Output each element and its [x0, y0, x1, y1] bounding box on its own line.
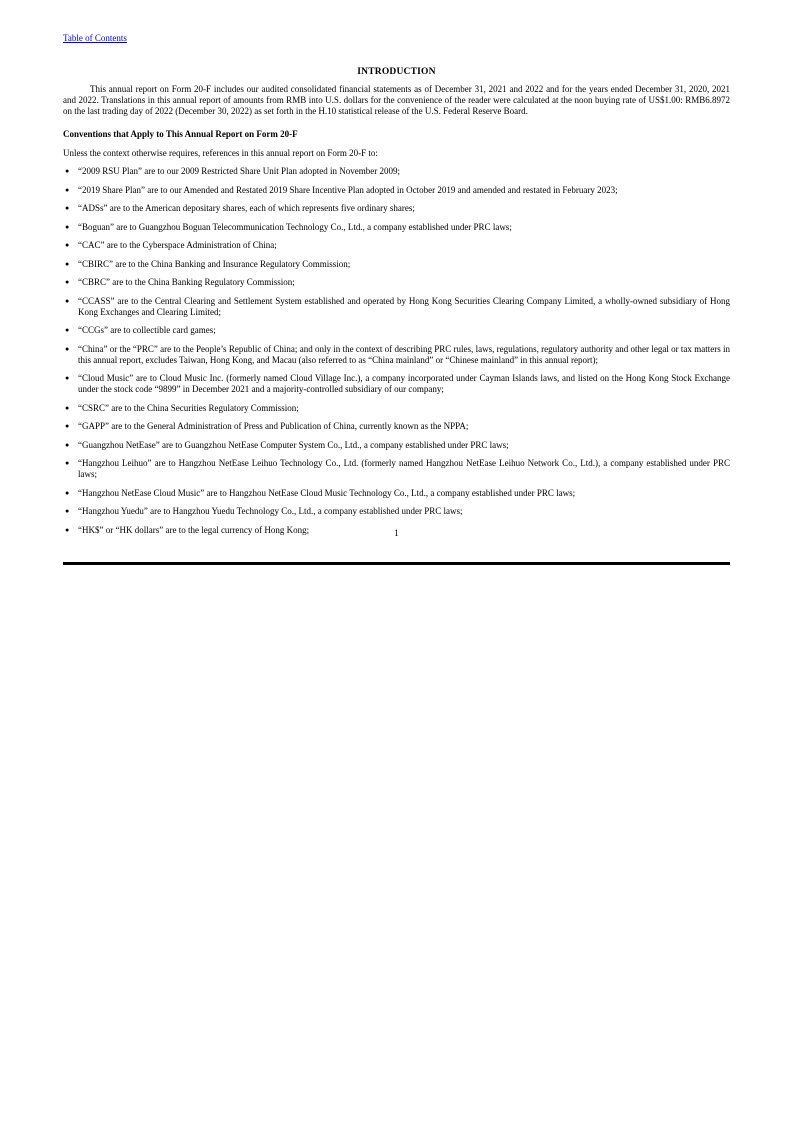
list-item — [63, 185, 730, 196]
bullet-icon: ● — [65, 167, 70, 175]
list-item — [63, 440, 730, 451]
list-item — [63, 222, 730, 233]
bullet-icon: ● — [65, 222, 70, 231]
list-item-text: “ADSs” are to the American depositary shares, each of which represents five ordinary shares; — [78, 203, 415, 213]
bullet-icon: ● — [65, 403, 70, 412]
list-item-text: “Hangzhou Leihuo” are to Hangzhou NetEase Leihuo Technology Co., Ltd. (formerly named Hangzhou NetEase Leihuo Network Co., Ltd.), a company established under PRC laws; — [78, 458, 730, 479]
intro-paragraph: This annual report on Form 20-F includes our audited consolidated financial statements as of December 31, 2021 and 2022 and for the years ended December 31, 2020, 2021 and 2022. Translations in this annual report of amounts from RMB into U.S. dollars for the convenience of the reader were calculated at the noon buying rate of US$1.00: RMB6.8972 on the last trading day of 2022 (December 30, 2022) as set forth in the H.10 statistical release of the U.S. Federal Reserve Board. — [63, 84, 730, 116]
list-item-text: “Hangzhou Yuedu” are to Hangzhou Yuedu Technology Co., Ltd., a company established under PRC laws; — [78, 506, 463, 516]
list-item — [63, 259, 730, 270]
list-item-text: “CBIRC” are to the China Banking and Insurance Regulatory Commission; — [78, 258, 351, 269]
bullet-icon: ● — [65, 488, 70, 497]
list-item — [63, 506, 730, 517]
list-item-text: “Hangzhou NetEase Cloud Music” are to Hangzhou NetEase Cloud Music Technology Co., Ltd., a company established under PRC laws; — [78, 487, 576, 498]
list-item — [63, 403, 730, 414]
list-item — [63, 203, 730, 214]
list-item-text: “Cloud Music” are to Cloud Music Inc. (formerly named Cloud Village Inc.), a company incorporated under Cayman Islands laws, and listed on the Hong Kong Stock Exchange under the stock code “9899” in December 2021 and a majority-controlled subsidiary of our company; — [78, 373, 730, 394]
list-item-text: “CCASS” are to the Central Clearing and Settlement System established and operated by Hong Kong Securities Clearing Company Limited, a wholly-owned subsidiary of Hong Kong Exchanges and Clearing Limited; — [78, 295, 730, 317]
bullet-icon: ● — [65, 204, 70, 212]
bullet-icon: ● — [65, 296, 70, 305]
list-item — [63, 277, 730, 288]
document-content — [0, 0, 793, 536]
bullet-icon: ● — [65, 422, 70, 430]
list-item-text: “Guangzhou NetEase” are to Guangzhou NetEase Computer System Co., Ltd., a company established under PRC laws; — [78, 439, 509, 450]
list-item-text: “China” or the “PRC” are to the People’s Republic of China; and only in the context of describing PRC rules, laws, regulations, regulatory authority and other legal or tax matters in this annual report, excludes Taiwan, Hong Kong, and Macau (also referred to as “China mainland” or “Chinese mainland” in this annual report); — [78, 343, 730, 365]
page-bottom-rule — [63, 562, 730, 565]
bullet-icon: ● — [65, 507, 70, 515]
list-item — [63, 458, 730, 480]
page-title: INTRODUCTION — [357, 67, 436, 77]
list-item — [63, 344, 730, 366]
list-item — [63, 166, 730, 177]
table-of-contents-link[interactable]: Table of Contents — [63, 33, 127, 43]
list-item-text: “HK$” or “HK dollars” are to the legal currency of Hong Kong; — [78, 524, 310, 535]
bullet-icon: ● — [65, 241, 70, 249]
list-item-text: “GAPP” are to the General Administration of Press and Publication of China, currently known as the NPPA; — [78, 421, 469, 431]
bullet-icon: ● — [65, 440, 70, 449]
list-item — [63, 373, 730, 395]
bullet-icon: ● — [65, 374, 70, 382]
list-item — [63, 296, 730, 318]
bullet-icon: ● — [65, 259, 70, 268]
list-item — [63, 421, 730, 432]
bullet-icon: ● — [65, 326, 70, 334]
bullet-icon: ● — [65, 525, 70, 534]
bullet-icon: ● — [65, 278, 70, 286]
list-item — [63, 488, 730, 499]
page-number: 1 — [394, 528, 399, 538]
list-item-text: “CCGs” are to collectible card games; — [78, 325, 216, 335]
list-item — [63, 240, 730, 251]
list-item-text: “Boguan” are to Guangzhou Boguan Telecommunication Technology Co., Ltd., a company established under PRC laws; — [78, 221, 512, 232]
list-item-text: “CSRC” are to the China Securities Regulatory Commission; — [78, 402, 299, 413]
bullet-icon: ● — [65, 344, 70, 353]
list-item-text: “2019 Share Plan” are to our Amended and Restated 2019 Share Incentive Plan adopted in October 2019 and amended and restated in February 2023; — [78, 184, 618, 195]
list-item-text: “CBRC” are to the China Banking Regulatory Commission; — [78, 277, 295, 287]
conventions-heading: Conventions that Apply to This Annual Report on Form 20-F — [63, 129, 298, 139]
bullet-icon: ● — [65, 185, 70, 194]
list-item — [63, 325, 730, 336]
definition-list — [63, 166, 730, 536]
bullet-icon: ● — [65, 459, 70, 467]
list-item-text: “CAC” are to the Cyberspace Administration of China; — [78, 240, 277, 250]
conventions-lead-in: Unless the context otherwise requires, references in this annual report on Form 20-F to: — [63, 148, 378, 158]
list-item-text: “2009 RSU Plan” are to our 2009 Restricted Share Unit Plan adopted in November 2009; — [78, 166, 400, 176]
